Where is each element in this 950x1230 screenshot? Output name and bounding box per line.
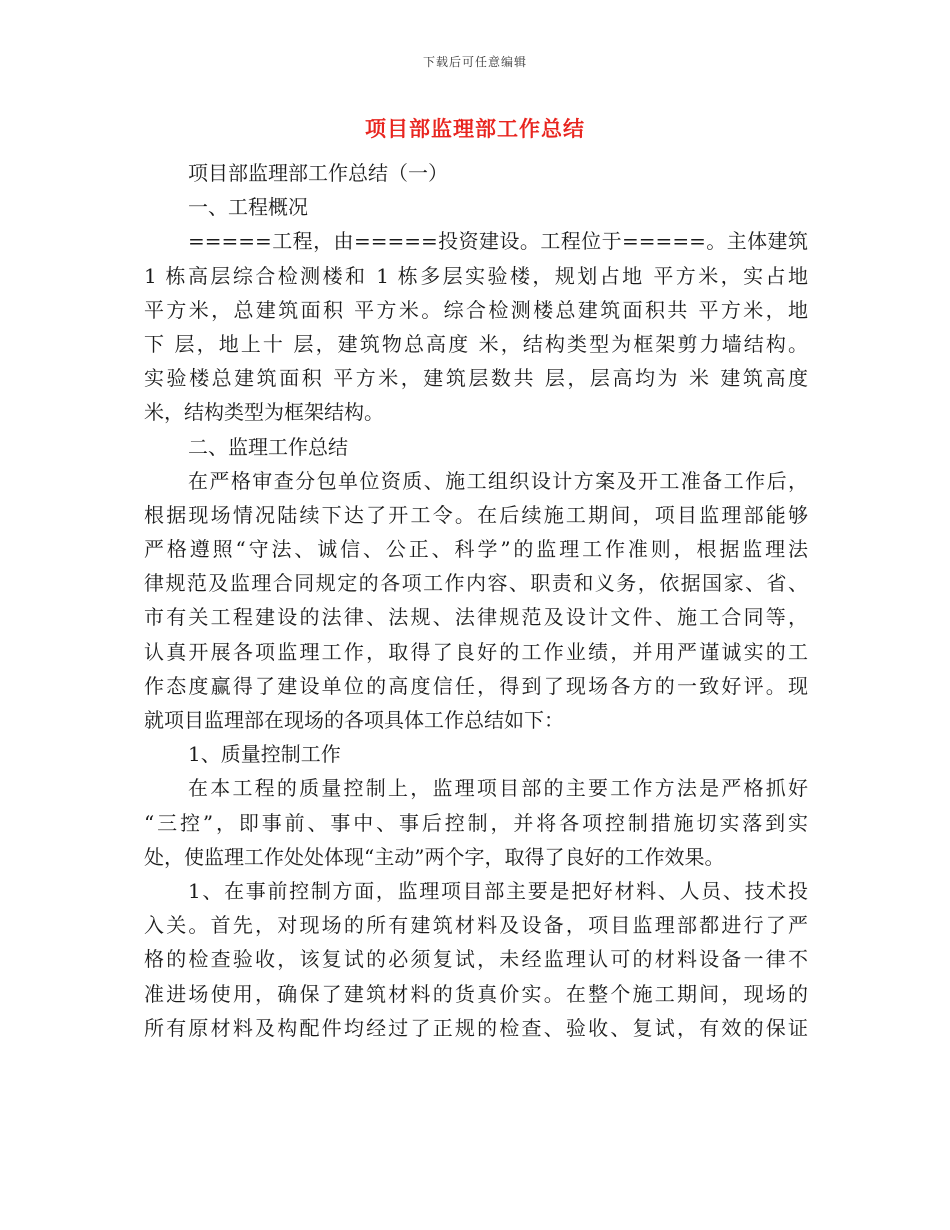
header-note: 下载后可任意编辑 bbox=[422, 55, 527, 69]
paragraph-line: 严格遵照“守法、诚信、公正、科学”的监理工作准则，根据监理法 bbox=[144, 537, 808, 562]
paragraph-line: “三控”，即事前、事中、事后控制，并将各项控制措施切实落到实 bbox=[144, 810, 808, 835]
subsection-heading: 一、工程概况 bbox=[188, 195, 308, 220]
subsection-heading: 1、质量控制工作 bbox=[188, 742, 341, 767]
paragraph-line: 作态度赢得了建设单位的高度信任，得到了现场各方的一致好评。现 bbox=[144, 673, 808, 698]
paragraph-line: 入关。首先，对现场的所有建筑材料及设备，项目监理部都进行了严 bbox=[144, 913, 808, 938]
paragraph-line: 格的检查验收，该复试的必须复试，未经监理认可的材料设备一律不 bbox=[144, 947, 808, 972]
paragraph-line: 在严格审查分包单位资质、施工组织设计方案及开工准备工作后， bbox=[188, 468, 808, 493]
section-heading: 项目部监理部工作总结（一） bbox=[188, 161, 448, 185]
paragraph-line: 就项目监理部在现场的各项具体工作总结如下： bbox=[144, 708, 564, 732]
paragraph-line: 市有关工程建设的法律、法规、法律规范及设计文件、施工合同等， bbox=[144, 605, 808, 630]
paragraph-line: 处，使监理工作处处体现“主动”两个字，取得了良好的工作效果。 bbox=[144, 844, 725, 869]
paragraph-line: =====工程，由=====投资建设。工程位于=====。主体建筑 bbox=[188, 229, 808, 254]
paragraph-line: 准进场使用，确保了建筑材料的货真价实。在整个施工期间，现场的 bbox=[144, 981, 808, 1006]
document-body bbox=[144, 156, 808, 1045]
subsection-heading: 二、监理工作总结 bbox=[188, 434, 348, 459]
paragraph-line: 1、在事前控制方面，监理项目部主要是把好材料、人员、技术投 bbox=[188, 878, 808, 903]
paragraph-line: 认真开展各项监理工作，取得了良好的工作业绩，并用严谨诚实的工 bbox=[144, 639, 808, 664]
paragraph-line: 平方米，总建筑面积 平方米。综合检测楼总建筑面积共 平方米，地 bbox=[144, 297, 808, 322]
document-title: 项目部监理部工作总结 bbox=[365, 117, 585, 141]
paragraph-line: 米，结构类型为框架结构。 bbox=[144, 400, 384, 425]
paragraph-line: 实验楼总建筑面积 平方米，建筑层数共 层，层高均为 米 建筑高度 bbox=[144, 366, 808, 391]
paragraph-line: 在本工程的质量控制上，监理项目部的主要工作方法是严格抓好 bbox=[188, 776, 808, 801]
paragraph-line: 律规范及监理合同规定的各项工作内容、职责和义务，依据国家、省、 bbox=[144, 571, 808, 596]
paragraph-line: 下 层，地上十 层，建筑物总高度 米，结构类型为框架剪力墙结构。 bbox=[144, 331, 808, 356]
paragraph-line: 1 栋高层综合检测楼和 1 栋多层实验楼，规划占地 平方米，实占地 bbox=[144, 263, 808, 288]
paragraph-line: 所有原材料及构配件均经过了正规的检查、验收、复试，有效的保证 bbox=[144, 1015, 808, 1040]
paragraph-line: 根据现场情况陆续下达了开工令。在后续施工期间，项目监理部能够 bbox=[144, 502, 808, 527]
